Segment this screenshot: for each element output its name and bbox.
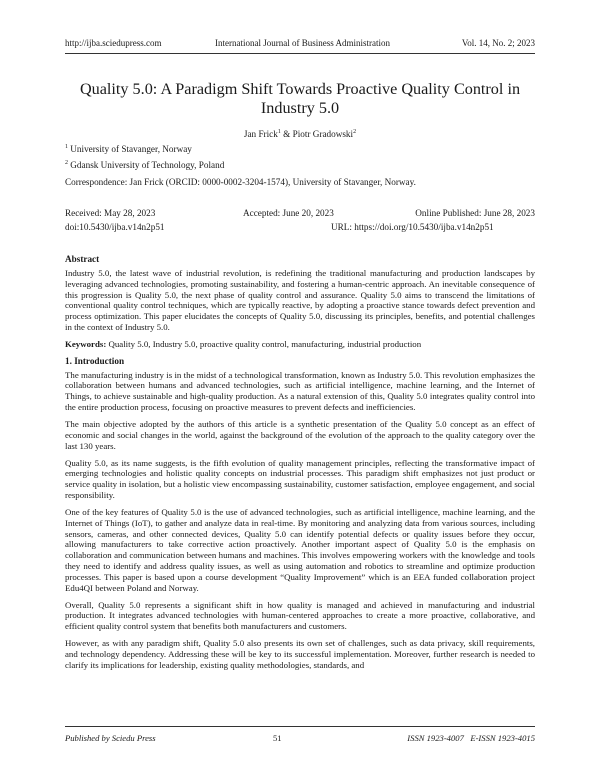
doi[interactable]: doi:10.5430/ijba.v14n2p51: [65, 222, 165, 232]
article-body: [65, 254, 535, 677]
author-2-sup: 2: [353, 129, 357, 135]
doi-url[interactable]: URL: https://doi.org/10.5430/ijba.v14n2p51: [331, 222, 494, 232]
issn: ISSN 1923-4007 E-ISSN 1923-4015: [407, 733, 535, 743]
publisher: Published by Sciedu Press: [65, 733, 156, 743]
affiliation-2-text: Gdansk University of Technology, Poland: [70, 160, 225, 170]
keywords: [65, 339, 535, 350]
affiliation-2-sup: 2: [65, 160, 68, 166]
affiliation-1: [65, 144, 192, 154]
volume-info: Vol. 14, No. 2; 2023: [461, 38, 535, 48]
affiliation-1-sup: 1: [65, 144, 68, 150]
intro-paragraph: The main objective adopted by the authors of this article is a synthetic presentation of the Quality 5.0 concept as an effect of economic and social changes in the world, against the background of the evolution of the approach to the quality category over the last 130 years.: [65, 418, 535, 451]
paper-title: Quality 5.0: A Paradigm Shift Towards Proactive Quality Control in Industry 5.0: [79, 80, 521, 117]
journal-name: International Journal of Business Administration: [215, 38, 390, 48]
abstract-heading: Abstract: [65, 254, 100, 264]
published-date: Online Published: June 28, 2023: [415, 208, 535, 218]
doi-row: [65, 222, 535, 234]
page-footer: [65, 733, 535, 745]
footer-rule: [65, 726, 535, 727]
accepted-date: Accepted: June 20, 2023: [243, 208, 334, 218]
intro-paragraph: The manufacturing industry is in the midst of a technological transformation, known as Industry 5.0. This revolution emphasizes the collaboration between humans and advanced technologies, such as artificial intelligence, machine learning, and the Internet of Things, to achieve sustainable and high-quality production. As a natural extension of this, Quality 5.0 integrates quality control into the entire production process, focusing on proactive measures to prevent defects and inefficiencies.: [65, 369, 535, 413]
abstract-text: Industry 5.0, the latest wave of industrial revolution, is redefining the traditional manufacturing and production landscapes by leveraging advanced technologies, promoting sustainability, and fostering a human-centric approach. An inevitable consequence of this progression is Quality 5.0, the next phase of quality control and assurance. Quality 5.0 aims to transcend the limitations of conventional quality control techniques, which are typically reactive, by adopting a proactive stance towards defect prevention and process optimization. This paper elucidates the concepts of Quality 5.0, discussing its principles, benefits, and potential challenges in the context of Industry 5.0.: [65, 267, 535, 333]
header-rule: [65, 53, 535, 54]
keywords-text: Quality 5.0, Industry 5.0, proactive quality control, manufacturing, industrial production: [108, 338, 422, 349]
affiliation-2: [65, 160, 224, 170]
author-1-sup: 1: [277, 129, 281, 135]
dates-row: [65, 208, 535, 220]
running-header: [65, 38, 535, 50]
author-sep: &: [280, 129, 293, 139]
intro-paragraph: One of the key features of Quality 5.0 is the use of advanced technologies, such as artificial intelligence, machine learning, and the Internet of Things (IoT), to gather and analyze data in real-time. By monitoring and analyzing data from various sources, including sensors, cameras, and other connected devices, Quality 5.0 can identify potential defects or quality issues before they occur, allowing manufacturers to take corrective action proactively. Another important aspect of Quality 5.0 is the emphasis on collaboration and communication between humans and machines. This involves empowering workers with the knowledge and tools they need to identify and address quality issues, as well as using automation and robotics to streamline and optimize production processes. This paper is based upon a course development “Quality Improvement” which is an EEA funded collaboration project Edu4QI between Poland and Norway.: [65, 506, 535, 593]
intro-paragraph: However, as with any paradigm shift, Quality 5.0 also presents its own set of challenges, such as data privacy, skill requirements, and technology dependency. Addressing these will be key to its successful implementation. Moreover, further research is needed to clarify its implications for leadership, existing quality methodologies, standards, and: [65, 638, 535, 670]
received-date: Received: May 28, 2023: [65, 208, 156, 218]
keywords-label: Keywords:: [65, 338, 107, 349]
introduction-heading: 1. Introduction: [65, 355, 125, 366]
intro-paragraph: Quality 5.0, as its name suggests, is the fifth evolution of quality management principles, reflecting the transformative impact of emerging technologies and holistic quality concepts on industrial processes. This paradigm shift emphasizes not just product or service quality in isolation, but a holistic view encompassing sustainability, customer satisfaction, employee engagement, and social responsibility.: [65, 457, 535, 501]
author-2: Piotr Gradowski: [292, 129, 354, 139]
intro-paragraph: Overall, Quality 5.0 represents a significant shift in how quality is managed and achieved in manufacturing and industrial production. It integrates advanced technologies with human-centered approaches to create a more proactive, collaborative, and efficient quality control system that benefits both manufacturers and customers.: [65, 599, 535, 632]
affiliation-1-text: University of Stavanger, Norway: [70, 144, 192, 154]
correspondence: Correspondence: Jan Frick (ORCID: 0000-0002-3204-1574), University of Stavanger, Norway.: [65, 177, 416, 187]
journal-url[interactable]: http://ijba.sciedupress.com: [65, 38, 162, 48]
author-1: Jan Frick: [243, 129, 278, 139]
page-number: 51: [273, 733, 282, 743]
author-line: [65, 129, 535, 139]
